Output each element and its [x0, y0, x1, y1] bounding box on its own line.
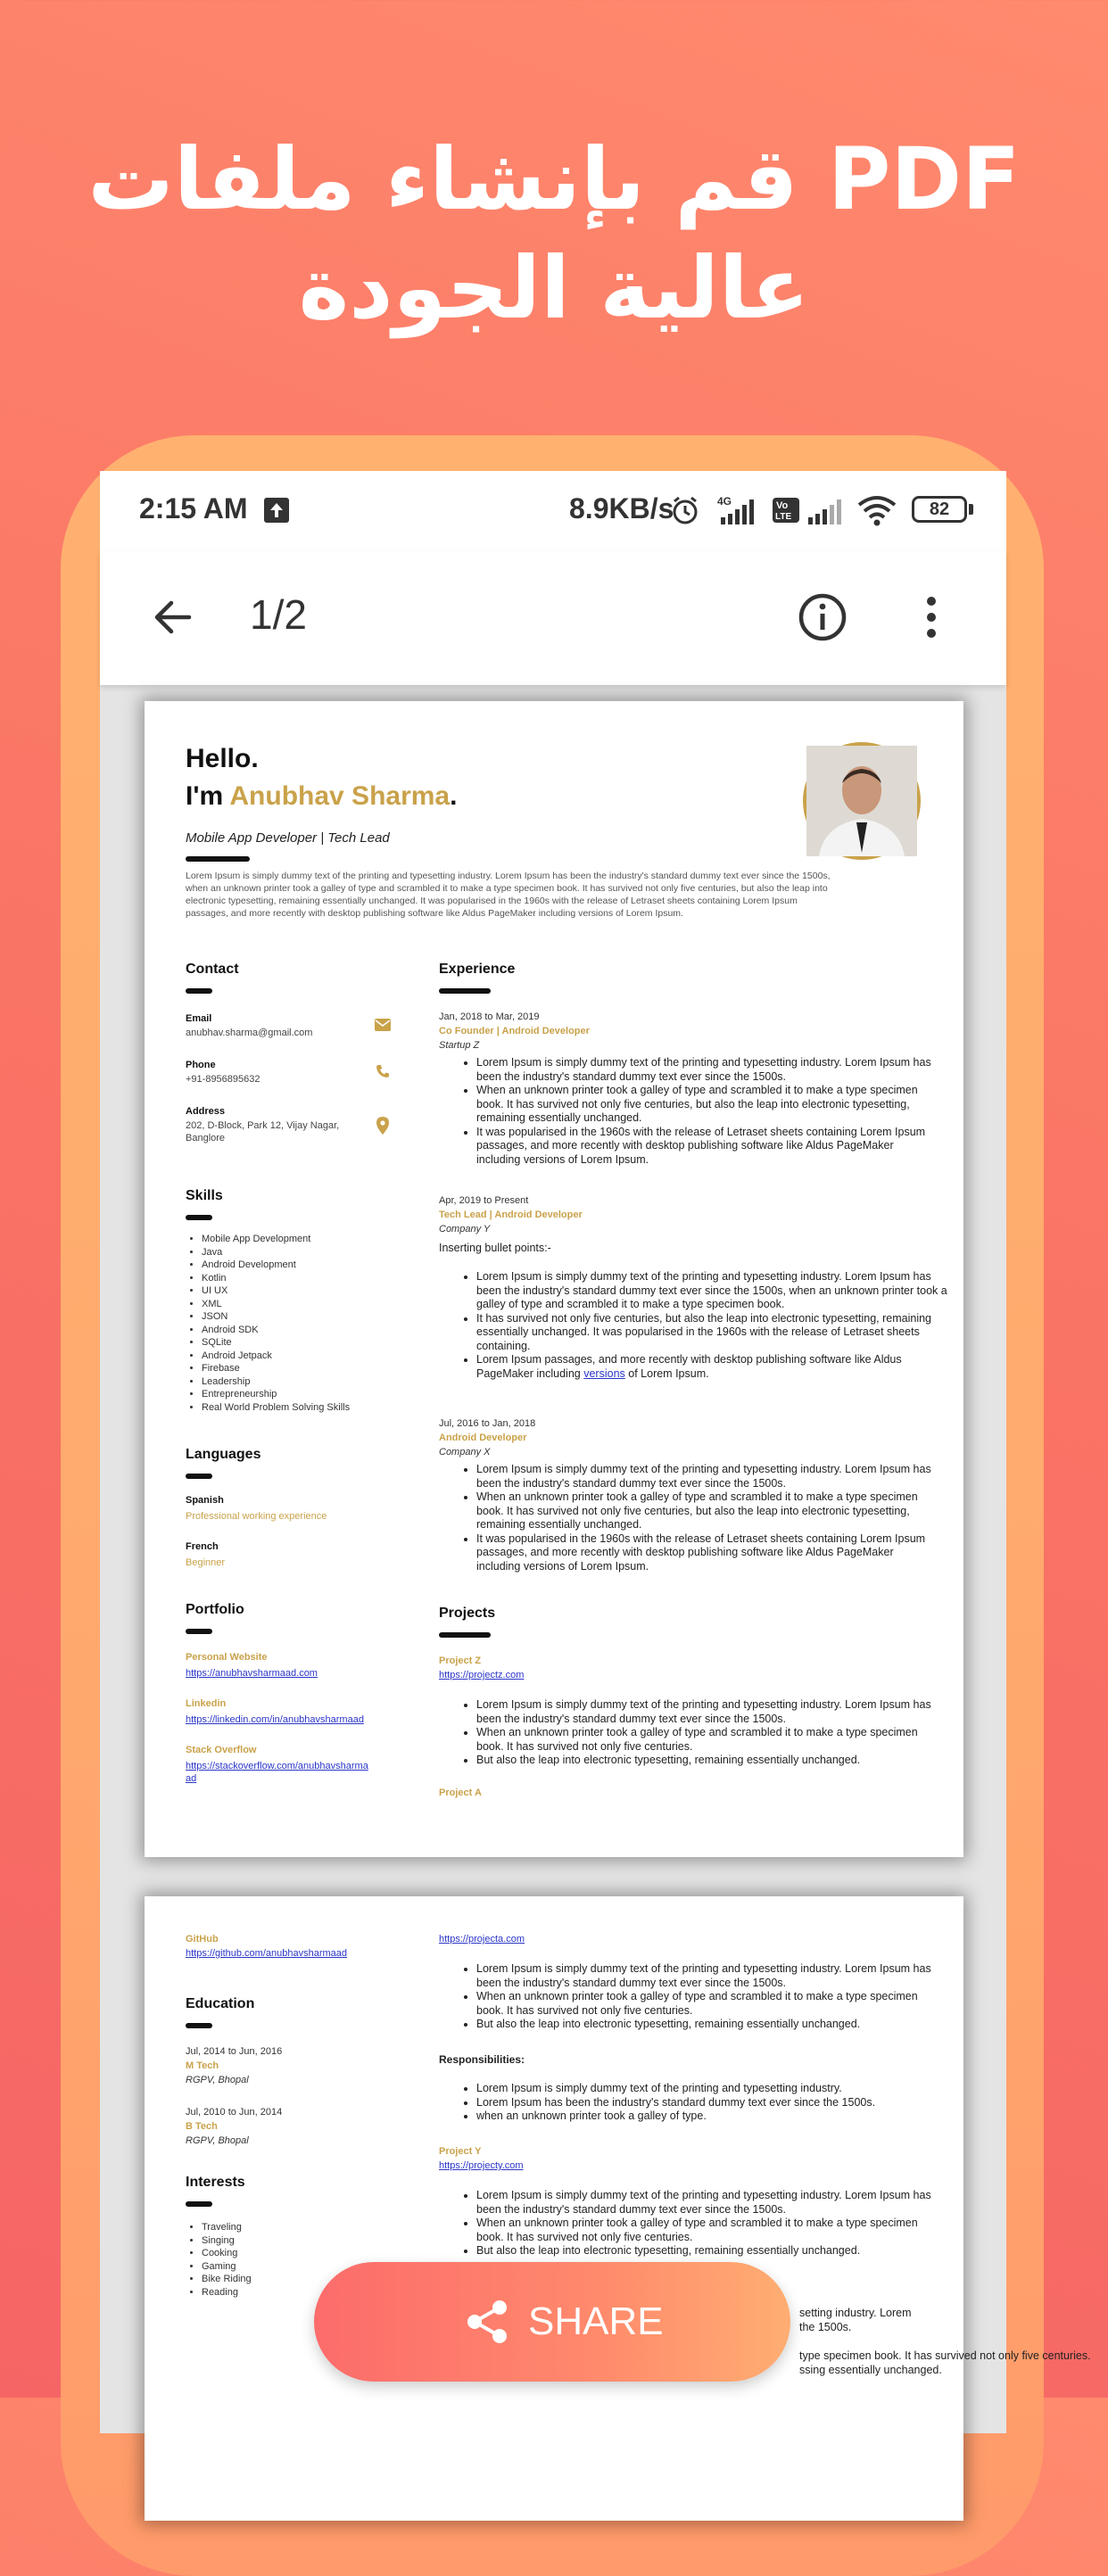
skill-item: • Java — [202, 1246, 350, 1259]
alarm-icon — [669, 494, 701, 530]
responsibility-item: • Lorem Ipsum is simply dummy text of the printing and typesetting industry. — [476, 2082, 958, 2096]
skill-item: • Entrepreneurship — [202, 1388, 350, 1401]
skill-item: • Kotlin — [202, 1272, 350, 1285]
languages-underline — [186, 1474, 212, 1479]
job-bullets — [439, 1270, 958, 1381]
project-link[interactable]: https://projectz.com — [439, 1670, 525, 1680]
portfolio-title: Portfolio — [186, 1602, 244, 1617]
resume-subtitle: Mobile App Developer | Tech Lead — [186, 830, 390, 846]
project-bullet: • When an unknown printer took a galley of type and scrambled it to make a type specimen book. It has survived not only five centuries. — [476, 1990, 940, 2018]
portfolio-label: Personal Website — [186, 1652, 268, 1663]
project-bullets — [439, 1962, 940, 2032]
job-date: Jul, 2016 to Jan, 2018 — [439, 1418, 536, 1429]
experience-underline — [439, 988, 491, 994]
skill-item: • JSON — [202, 1310, 350, 1324]
portfolio-label: Linkedin — [186, 1698, 227, 1709]
portfolio-link[interactable]: https://linkedin.com/in/anubhavsharmaad — [186, 1714, 364, 1725]
job-bullet: • When an unknown printer took a galley of type and scrambled it to make a type specimen book. It has survived not only five centuries, but also the leap into electronic typesetting, remaining essentially unchanged. — [476, 1490, 940, 1532]
email-label: Email — [186, 1013, 212, 1024]
job-bullet: • Lorem Ipsum is simply dummy text of the printing and typesetting industry. Lorem Ipsum has been the industry's standard dummy text ever since the 1500s. — [476, 1463, 940, 1490]
project-name: Project Y — [439, 2146, 482, 2157]
job-role: Tech Lead | Android Developer — [439, 1210, 583, 1220]
partial-line: type specimen book. It has survived not only five centuries. — [799, 2349, 1091, 2362]
name-line — [186, 781, 457, 812]
skill-item: • UI UX — [202, 1284, 350, 1298]
experience-title: Experience — [439, 962, 516, 977]
headline — [0, 125, 1108, 343]
name-dot: . — [450, 781, 458, 811]
battery-icon — [912, 496, 967, 523]
portfolio-label: Stack Overflow — [186, 1745, 257, 1755]
job-bullet: • It was popularised in the 1960s with the release of Letraset sheets containing Lorem Ipsum passages, and more recently with desktop publishing software like Aldus PageMaker including versions of Lorem Ipsum. — [476, 1532, 940, 1574]
bullet-text: Lorem Ipsum passages, and more recently with desktop publishing software like Aldus PageMaker including — [476, 1353, 902, 1380]
language-level: Professional working experience — [186, 1511, 327, 1522]
headline-line-2: عالية الجودة — [298, 238, 810, 338]
phone-screen — [100, 471, 1091, 2433]
pdf-page-1[interactable] — [145, 701, 963, 1857]
job-bullet — [476, 1353, 958, 1381]
responsibility-item: • when an unknown printer took a galley of type. — [476, 2110, 958, 2124]
partial-line: the 1500s. — [799, 2321, 852, 2333]
versions-link[interactable]: versions — [583, 1366, 625, 1380]
job-date: Jan, 2018 to Mar, 2019 — [439, 1011, 540, 1022]
skills-underline — [186, 1215, 212, 1220]
partial-line: setting industry. Lorem — [799, 2307, 912, 2319]
project-link[interactable]: https://projecty.com — [439, 2160, 524, 2171]
languages-title: Languages — [186, 1447, 261, 1462]
interests-list — [186, 2221, 252, 2299]
job-bullet: • Lorem Ipsum is simply dummy text of the printing and typesetting industry. Lorem Ipsum has been the industry's standard dummy text ever since the 1500s, when an unknown printer took a galley of type and scrambled it to make a type specimen book. — [476, 1270, 958, 1312]
svg-text:4G: 4G — [717, 495, 732, 508]
phone-value: +91-8956895632 — [186, 1074, 260, 1085]
portfolio-link[interactable]: https://stackoverflow.com/anubhavsharma — [186, 1761, 368, 1771]
subtitle-underline — [186, 856, 250, 862]
interest-item: • Gaming — [202, 2260, 252, 2274]
education-title: Education — [186, 1996, 255, 2011]
address-label: Address — [186, 1106, 226, 1117]
more-vert-icon[interactable] — [922, 594, 940, 644]
project-bullet: • But also the leap into electronic typesetting, remaining essentially unchanged. — [476, 2244, 940, 2258]
interest-item: • Cooking — [202, 2247, 252, 2260]
skills-title: Skills — [186, 1188, 223, 1203]
interests-underline — [186, 2201, 212, 2207]
bullet-text: of Lorem Ipsum. — [628, 1366, 709, 1380]
projects-underline — [439, 1632, 491, 1638]
email-value: anubhav.sharma@gmail.com — [186, 1028, 313, 1038]
info-icon[interactable] — [798, 592, 848, 646]
skills-list — [186, 1233, 350, 1414]
project-bullets — [439, 2189, 940, 2258]
battery-level: 82 — [929, 500, 950, 519]
job-bullet: • Lorem Ipsum is simply dummy text of the printing and typesetting industry. Lorem Ipsum has been the industry's standard dummy text ever since the 1500s. — [476, 1056, 940, 1084]
interest-item: • Reading — [202, 2286, 252, 2299]
interest-item: • Singing — [202, 2234, 252, 2248]
education-school: RGPV, Bhopal — [186, 2135, 249, 2146]
address-line-1: 202, D-Block, Park 12, Vijay Nagar, — [186, 1120, 340, 1131]
job-bullet: • It has survived not only five centuries, but also the leap into electronic typesetting, remaining essentially unchanged. It was popularised in the 1960s with the release of Letraset sheets containing. — [476, 1312, 958, 1354]
svg-text:Vo: Vo — [776, 500, 789, 511]
headline-line-1: قم بإنشاء ملفات PDF — [87, 129, 1021, 229]
project-bullet: • But also the leap into electronic typesetting, remaining essentially unchanged. — [476, 2018, 940, 2032]
status-bar — [100, 471, 1006, 551]
network-speed: 8.9KB/s — [569, 492, 674, 524]
skill-item: • Mobile App Development — [202, 1233, 350, 1246]
interest-item: • Traveling — [202, 2221, 252, 2234]
phone-icon — [375, 1063, 391, 1084]
job-bullet: • It was popularised in the 1960s with the release of Letraset sheets containing Lorem Ipsum passages, and more recently with desktop publishing software like Aldus PageMaker including versions of Lorem Ipsum. — [476, 1126, 940, 1168]
project-bullet: • Lorem Ipsum is simply dummy text of the printing and typesetting industry. Lorem Ipsum has been the industry's standard dummy text ever since the 1500s. — [476, 2189, 940, 2217]
page-counter: 1/2 — [250, 591, 307, 638]
projects-title: Projects — [439, 1606, 496, 1621]
job-bullets — [439, 1056, 940, 1167]
location-icon — [376, 1117, 389, 1139]
portfolio-link-wrap[interactable]: ad — [186, 1773, 197, 1784]
resume-name: Anubhav Sharma — [229, 781, 451, 811]
battery-tip — [969, 504, 973, 515]
volte-signal-icon — [773, 494, 846, 530]
phone-label: Phone — [186, 1060, 216, 1070]
share-label: SHARE — [528, 2299, 664, 2343]
im-text: I'm — [186, 781, 224, 811]
education-date: Jul, 2010 to Jun, 2014 — [186, 2107, 283, 2118]
skill-item: • Firebase — [202, 1362, 350, 1375]
interest-item: • Bike Riding — [202, 2273, 252, 2286]
project-link[interactable]: https://projecta.com — [439, 1934, 525, 1944]
pdf-page-2[interactable] — [145, 1896, 1091, 2521]
education-date: Jul, 2014 to Jun, 2016 — [186, 2046, 283, 2057]
responsibilities-list — [439, 2082, 958, 2124]
svg-text:LTE: LTE — [775, 512, 792, 522]
job-company: Company X — [439, 1447, 491, 1457]
education-underline — [186, 2023, 212, 2028]
job-date: Apr, 2019 to Present — [439, 1195, 529, 1206]
partial-line: ssing essentially unchanged. — [799, 2364, 942, 2376]
intro-line-3: electronic typesetting, remaining essentially unchanged. It was popularised in the 1960s with the release of Letraset sheets containing Lorem Ipsum — [186, 896, 798, 906]
project-bullet: • Lorem Ipsum is simply dummy text of the printing and typesetting industry. Lorem Ipsum has been the industry's standard dummy text ever since the 1500s. — [476, 1962, 940, 1990]
portfolio-underline — [186, 1629, 212, 1634]
education-degree: M Tech — [186, 2060, 219, 2071]
intro-line-4: passages, and more recently with desktop publishing software like Aldus PageMaker including versions of Lorem Ipsum. — [186, 908, 683, 919]
project-name: Project A — [439, 1788, 482, 1798]
education-degree: B Tech — [186, 2121, 218, 2132]
back-arrow-icon[interactable] — [150, 594, 196, 644]
avatar — [803, 742, 921, 860]
skill-item: • Android Jetpack — [202, 1350, 350, 1363]
contact-title: Contact — [186, 962, 239, 977]
upload-icon — [264, 498, 289, 523]
responsibilities-title: Responsibilities: — [439, 2053, 525, 2066]
wifi-icon — [856, 492, 897, 532]
github-link[interactable]: https://github.com/anubhavsharmaad — [186, 1948, 348, 1959]
job-bullets — [439, 1463, 940, 1573]
language-name: Spanish — [186, 1495, 224, 1506]
project-bullet: • When an unknown printer took a galley of type and scrambled it to make a type specimen book. It has survived not only five centuries. — [476, 2217, 940, 2244]
job-role: Android Developer — [439, 1432, 527, 1443]
address-line-2: Banglore — [186, 1133, 226, 1144]
project-bullet: • Lorem Ipsum is simply dummy text of the printing and typesetting industry. Lorem Ipsum has been the industry's standard dummy text ever since the 1500s. — [476, 1698, 940, 1726]
language-level: Beginner — [186, 1557, 226, 1568]
job-bullet: • When an unknown printer took a galley of type and scrambled it to make a type specimen book. It has survived not only five centuries, but also the leap into electronic typesetting, remaining essentially unchanged. — [476, 1084, 940, 1126]
signal-4g-icon — [715, 494, 762, 530]
skill-item: • Real World Problem Solving Skills — [202, 1401, 350, 1415]
project-name: Project Z — [439, 1655, 482, 1666]
intro-line-2: when an unknown printer took a galley of type and scrambled it to make a type specimen book. It has survived not only five centuries, but also the leap into — [186, 883, 828, 894]
project-bullet: • But also the leap into electronic typesetting, remaining essentially unchanged. — [476, 1754, 940, 1768]
responsibility-item: • Lorem Ipsum has been the industry's standard dummy text ever since the 1500s. — [476, 2096, 958, 2110]
skill-item: • SQLite — [202, 1336, 350, 1350]
job-company: Company Y — [439, 1224, 491, 1234]
skill-item: • Android Development — [202, 1259, 350, 1272]
interests-title: Interests — [186, 2175, 245, 2190]
skill-item: • Leadership — [202, 1375, 350, 1389]
portfolio-link[interactable]: https://anubhavsharmaad.com — [186, 1668, 318, 1679]
mail-icon — [375, 1019, 391, 1036]
github-label: GitHub — [186, 1934, 219, 1944]
job-role: Co Founder | Android Developer — [439, 1026, 590, 1036]
skill-item: • Android SDK — [202, 1324, 350, 1337]
language-name: French — [186, 1541, 219, 1552]
app-bar — [100, 551, 1006, 685]
contact-underline — [186, 988, 212, 994]
job-intro: Inserting bullet points:- — [439, 1242, 551, 1254]
share-icon — [466, 2299, 509, 2348]
education-school: RGPV, Bhopal — [186, 2075, 249, 2085]
job-company: Startup Z — [439, 1040, 480, 1051]
share-button[interactable] — [314, 2262, 790, 2382]
greeting: Hello. — [186, 744, 259, 773]
project-bullets — [439, 1698, 940, 1768]
intro-line-1: Lorem Ipsum is simply dummy text of the printing and typesetting industry. Lorem Ipsum has been the industry's standard dummy text ever since the 1500s, — [186, 871, 831, 881]
skill-item: • XML — [202, 1298, 350, 1311]
project-bullet: • When an unknown printer took a galley of type and scrambled it to make a type specimen book. It has survived not only five centuries. — [476, 1726, 940, 1754]
status-time: 2:15 AM — [139, 492, 248, 524]
